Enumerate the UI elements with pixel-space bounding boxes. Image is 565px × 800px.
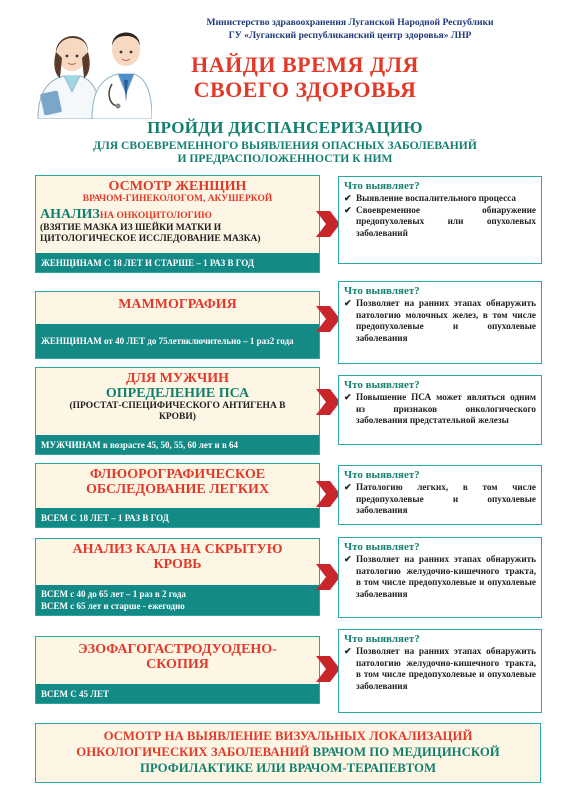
check-icon: ✔ xyxy=(344,298,352,308)
card-subtitle: ОПРЕДЕЛЕНИЕ ПСА xyxy=(105,386,250,401)
card-title-2: ОБСЛЕДОВАНИЕ ЛЕГКИХ xyxy=(85,482,270,497)
page-title xyxy=(150,52,460,102)
info-heading: Что выявляет? xyxy=(344,180,420,192)
card-egd xyxy=(35,636,320,704)
footer-line-2-teal: ВРАЧОМ ПО МЕДИЦИНСКОЙ xyxy=(312,745,500,759)
check-icon: ✔ xyxy=(344,482,352,492)
page-subtitle-2 xyxy=(60,139,510,165)
info-box-mammography xyxy=(338,281,542,364)
card-frequency xyxy=(36,585,319,615)
card-note: (ПРОСТАТ-СПЕЦИФИЧЕСКОГО АНТИГЕНА В КРОВИ) xyxy=(69,401,286,422)
page-subtitle: ПРОЙДИ ДИСПАНСЕРИЗАЦИЮ xyxy=(147,118,423,137)
ministry-line: Министерство здравоохранения Луганской Народной Республики xyxy=(206,17,494,28)
info-heading: Что выявляет? xyxy=(344,633,420,645)
info-heading: Что выявляет? xyxy=(344,379,420,391)
card-title: ОСМОТР ЖЕНЩИН xyxy=(108,179,247,194)
info-box-stool xyxy=(338,537,542,618)
info-heading: Что выявляет? xyxy=(344,469,420,481)
footer-line-2 xyxy=(36,744,540,760)
frequency-line-1: ВСЕМ с 40 до 65 лет – 1 раз в 2 года xyxy=(41,589,186,599)
card-note-2: ЦИТОЛОГИЧЕСКОЕ ИССЛЕДОВАНИЕ МАЗКА) xyxy=(40,234,261,244)
info-heading: Что выявляет? xyxy=(344,541,420,553)
info-heading: Что выявляет? xyxy=(344,285,420,297)
card-note-1: (ВЗЯТИЕ МАЗКА ИЗ ШЕЙКИ МАТКИ И xyxy=(40,223,222,233)
card-frequency: МУЖЧИНАМ в возрасте 45, 50, 55, 60 лет и в 64 xyxy=(36,435,319,454)
chevron-right-arrow-icon xyxy=(316,306,340,332)
info-item: ✔ Позволяет на ранних этапах обнаружить патологию желудочно-кишечного тракта, в том числе предопухолевые и опухолевые заболевания xyxy=(344,554,536,599)
info-item: ✔ Выявление воспалительного процесса xyxy=(344,193,516,203)
chevron-right-arrow-icon xyxy=(316,211,340,237)
card-title-1: ФЛЮОРОГРАФИЧЕСКОЕ xyxy=(89,467,266,482)
center-line: ГУ «Луганский республиканский центр здоровья» ЛНР xyxy=(228,30,472,41)
footer-line-2-red: ОНКОЛОГИЧЕСКИХ ЗАБОЛЕВАНИЙ xyxy=(76,745,310,759)
info-item: ✔ Позволяет на ранних этапах обнаружить патологию желудочно-кишечного тракта, в том числе предопухолевые и опухолевые заболевания xyxy=(344,646,536,691)
title-line-2: СВОЕГО ЗДОРОВЬЯ xyxy=(193,77,417,102)
info-box-fluorography xyxy=(338,465,542,525)
subtitle-2-line-2: И ПРЕДРАСПОЛОЖЕННОСТИ К НИМ xyxy=(177,152,393,165)
card-mammography xyxy=(35,291,320,359)
analysis-rest: НА ОНКОЦИТОЛОГИЮ xyxy=(99,211,212,221)
info-item: ✔ Своевременное обнаружение предопухолевых или опухолевых заболеваний xyxy=(344,204,536,238)
footer-line-3: ПРОФИЛАКТИКЕ ИЛИ ВРАЧОМ-ТЕРАПЕВТОМ xyxy=(139,761,437,775)
chevron-right-arrow-icon xyxy=(316,481,340,507)
check-icon: ✔ xyxy=(344,554,352,564)
check-icon: ✔ xyxy=(344,204,352,215)
check-icon: ✔ xyxy=(344,646,352,656)
card-title-1: ЭЗОФАГОГАСТРОДУОДЕНО- xyxy=(78,642,277,657)
card-frequency: ВСЕМ С 45 ЛЕТ xyxy=(36,684,319,703)
info-item: ✔ Патологию легких, в том числе предопухолевые и опухолевые заболевания xyxy=(344,482,536,516)
check-icon: ✔ xyxy=(344,392,352,402)
card-frequency: ЖЕНЩИНАМ от 40 ЛЕТ до 75летвключительно – 1 раз2 года xyxy=(36,324,319,358)
card-title: ДЛЯ МУЖЧИН xyxy=(125,371,230,386)
info-item: ✔ Повышение ПСА может являться одним из признаков онкологического заболевания предстательной железы xyxy=(344,392,536,426)
title-line-1: НАЙДИ ВРЕМЯ ДЛЯ xyxy=(191,52,419,77)
frequency-line-2: ВСЕМ с 65 лет и старше - ежегодно xyxy=(41,601,185,611)
card-title-2: КРОВЬ xyxy=(153,557,202,572)
info-box-egd xyxy=(338,629,542,713)
card-men-psa xyxy=(35,367,320,455)
footer-banner xyxy=(35,723,541,783)
card-women-exam xyxy=(35,175,320,273)
card-frequency: ВСЕМ С 18 ЛЕТ – 1 РАЗ В ГОД xyxy=(36,508,319,527)
info-item: ✔ Позволяет на ранних этапах обнаружить патологию молочных желез, в том числе предопухолевые и опухолевые заболевания xyxy=(344,298,536,343)
card-frequency: ЖЕНЩИНАМ С 18 ЛЕТ И СТАРШЕ – 1 РАЗ В ГОД xyxy=(36,253,319,272)
card-analysis-line xyxy=(40,205,315,223)
footer-line-1: ОСМОТР НА ВЫЯВЛЕНИЕ ВИЗУАЛЬНЫХ ЛОКАЛИЗАЦИЙ xyxy=(103,729,473,743)
doctors-illustration xyxy=(34,14,152,119)
card-title: МАММОГРАФИЯ xyxy=(118,297,237,312)
card-stool-test xyxy=(35,538,320,616)
card-fluorography xyxy=(35,463,320,528)
ministry-header xyxy=(150,16,550,42)
check-icon: ✔ xyxy=(344,193,352,203)
info-box-psa xyxy=(338,375,542,445)
analysis-word: АНАЛИЗ xyxy=(40,207,100,222)
card-title-1: АНАЛИЗ КАЛА НА СКРЫТУЮ xyxy=(72,542,283,557)
subtitle-2-line-1: ДЛЯ СВОЕВРЕМЕННОГО ВЫЯВЛЕНИЯ ОПАСНЫХ ЗАБОЛЕВАНИЙ xyxy=(93,139,477,152)
card-title-2: СКОПИЯ xyxy=(146,657,209,672)
chevron-right-arrow-icon xyxy=(316,656,340,682)
card-subtitle: ВРАЧОМ-ГИНЕКОЛОГОМ, АКУШЕРКОЙ xyxy=(82,194,273,204)
info-box-women xyxy=(338,176,542,264)
chevron-right-arrow-icon xyxy=(316,389,340,415)
chevron-right-arrow-icon xyxy=(316,564,340,590)
